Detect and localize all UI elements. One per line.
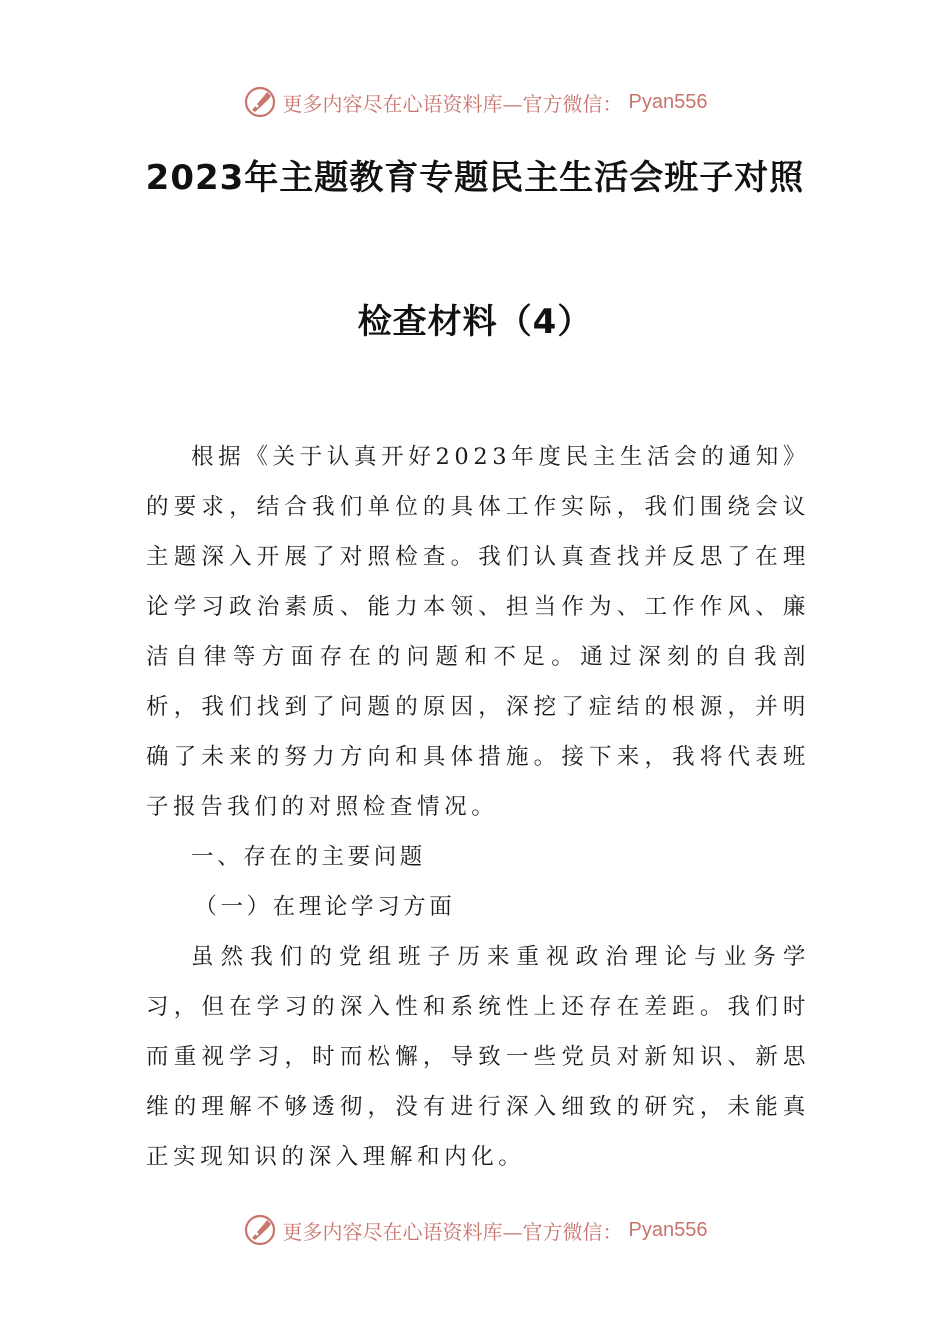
watermark-text: 更多内容尽在心语资料库—官方微信： [282, 91, 623, 116]
pen-nib-circle-icon [243, 85, 277, 119]
watermark-wechat-id: Pyan556 [628, 1218, 708, 1241]
footer-watermark [0, 1208, 950, 1252]
header-watermark [0, 80, 950, 124]
watermark-wechat-id: Pyan556 [628, 90, 708, 113]
subsection-heading-1: （一）在理论学习方面 [194, 894, 456, 920]
pen-nib-circle-icon [243, 1213, 277, 1247]
watermark-text: 更多内容尽在心语资料库—官方微信： [282, 1219, 623, 1244]
document-title-line-2: 检查材料（4） [357, 302, 593, 342]
intro-paragraph: 根据《关于认真开好2023年度民主生活会的通知》的要求，结合我们单位的具体工作实际，我们围绕会议主题深入开展了对照检查。我们认真查找并反思了在理论学习政治素质、能力本领、担当作为、工作作风、廉洁自律等方面存在的问题和不足。通过深刻的自我剖析，我们找到了问题的原因，深挖了症结的根源，并明确了未来的努力方向和具体措施。接下来，我将代表班子报告我们的对照检查情况。 [146, 444, 810, 820]
document-title-line-1: 2023年主题教育专题民主生活会班子对照 [145, 158, 805, 198]
document-body [146, 432, 810, 1182]
subsection-1-paragraph: 虽然我们的党组班子历来重视政治理论与业务学习，但在学习的深入性和系统性上还存在差距。我们时而重视学习，时而松懈，导致一些党员对新知识、新思维的理解不够透彻，没有进行深入细致的研究，未能真正实现知识的深入理解和内化。 [146, 944, 810, 1170]
section-heading-1: 一、存在的主要问题 [191, 844, 426, 870]
